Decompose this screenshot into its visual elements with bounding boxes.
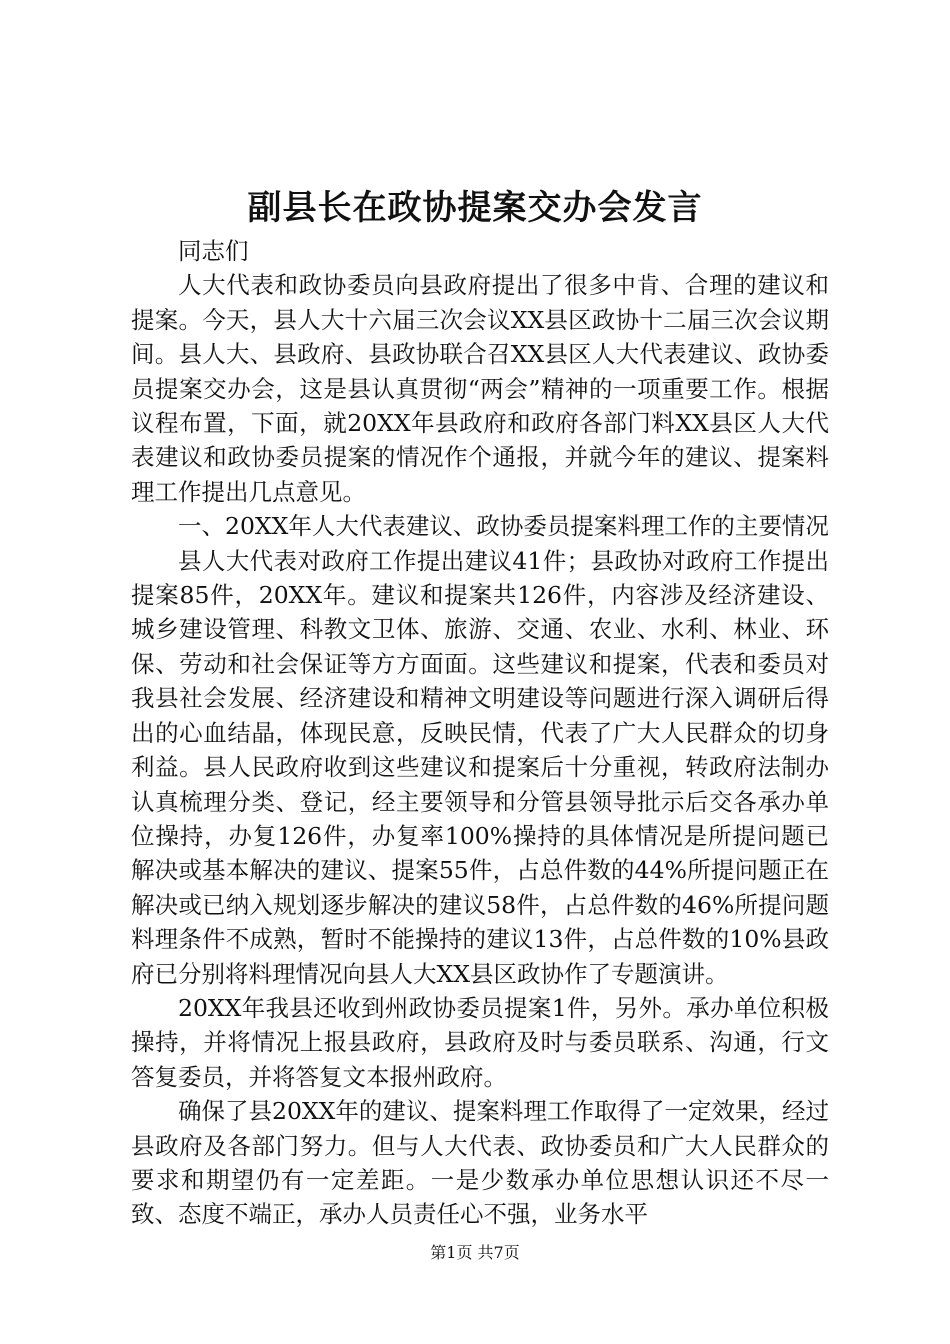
page-number-footer: 第1页 共7页 — [430, 1243, 520, 1262]
body-paragraph: 确保了县20XX年的建议、提案料理工作取得了一定效果，经过县政府及各部门努力。但与人大代表、政协委员和广大人民群众的要求和期望仍有一定差距。一是少数承办单位思想认识还不尽一致、态度不端正，承办人员责任心不强，业务水平 — [131, 1097, 829, 1229]
body-paragraph: 20XX年我县还收到州政协委员提案1件，另外。承办单位积极操持，并将情况上报县政府，县政府及时与委员联系、沟通，行文答复委员，并将答复文本报州政府。 — [131, 993, 829, 1091]
section-heading: 一、20XX年人大代表建议、政协委员提案料理工作的主要情况 — [178, 512, 829, 541]
document-title: 副县长在政协提案交办会发言 — [247, 188, 703, 228]
salutation-paragraph: 同志们 — [178, 237, 249, 265]
body-paragraph: 县人大代表对政府工作提出建议41件；县政协对政府工作提出提案85件，20XX年。建议和提案共126件，内容涉及经济建设、城乡建设管理、科教文卫体、旅游、交通、农业、水利、林业、环保、劳动和社会保证等方方面面。这些建议和提案，代表和委员对我县社会发展、经济建设和精神文明建设等问题进行深入调研后得出的心血结晶，体现民意，反映民情，代表了广大人民群众的切身利益。县人民政府收到这些建议和提案后十分重视，转政府法制办认真梳理分类、登记，经主要领导和分管县领导批示后交各承办单位操持，办复126件，办复率100%操持的具体情况是所提问题已解决或基本解决的建议、提案55件，占总件数的44%所提问题正在解决或已纳入规划逐步解决的建议58件，占总件数的46%所提问题料理条件不成熟，暂时不能操持的建议13件，占总件数的10%县政府已分别将料理情况向县人大XX县区政协作了专题演讲。 — [131, 546, 829, 988]
document-body — [131, 234, 829, 1232]
body-paragraph: 人大代表和政协委员向县政府提出了很多中肯、合理的建议和提案。今天，县人大十六届三次会议XX县区政协十二届三次会议期间。县人大、县政府、县政协联合召XX县区人大代表建议、政协委员提案交办会，这是县认真贯彻“两会”精神的一项重要工作。根据议程布置，下面，就20XX年县政府和政府各部门料XX县区人大代表建议和政协委员提案的情况作个通报，并就今年的建议、提案料理工作提出几点意见。 — [131, 271, 829, 506]
